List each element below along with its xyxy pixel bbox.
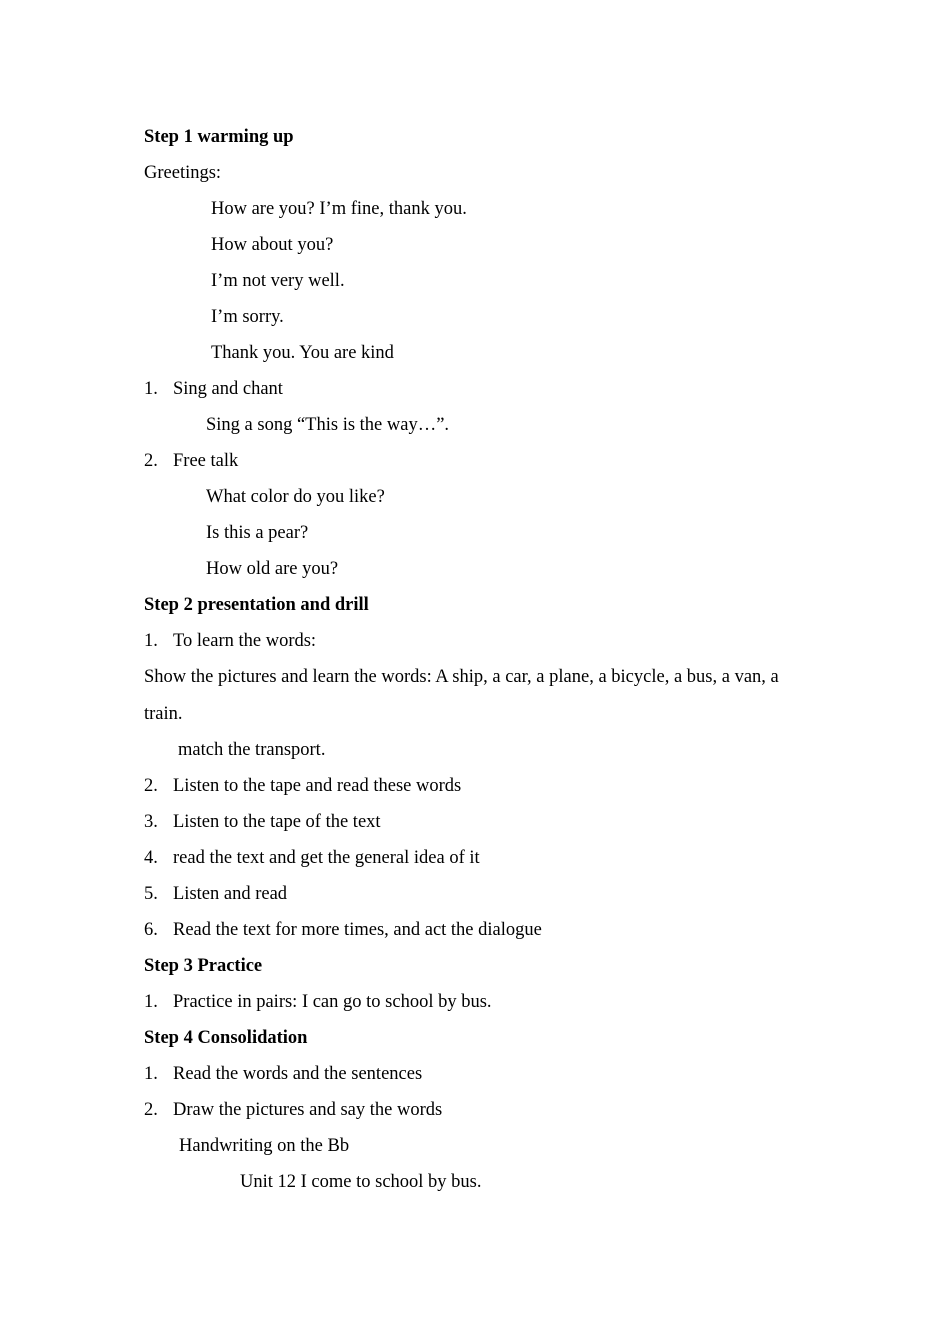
list-text: Listen to the tape of the text [173,812,381,832]
list-text: Draw the pictures and say the words [173,1100,443,1120]
list-text: Listen and read [173,884,288,904]
free-talk-line: What color do you like? [206,487,385,507]
greeting-line: How about you? [211,235,334,255]
list-number: 5. [144,884,158,904]
list-number: 2. [144,1100,158,1120]
list-number: 2. [144,776,158,796]
list-number: 1. [144,992,158,1012]
words-line: Show the pictures and learn the words: A ship, a car, a plane, a bicycle, a bus, a van, a [144,667,779,687]
list-number: 3. [144,812,158,832]
step4-heading: Step 4 Consolidation [144,1028,308,1048]
match-line: match the transport. [178,740,326,760]
unit-title: Unit 12 I come to school by bus. [240,1172,482,1192]
song-line: Sing a song “This is the way…”. [206,415,450,435]
list-number: 6. [144,920,158,940]
step2-heading: Step 2 presentation and drill [144,595,369,615]
list-text: Free talk [173,451,239,471]
greeting-line: I’m not very well. [211,271,345,291]
list-text: read the text and get the general idea of it [173,848,480,868]
list-text: Read the words and the sentences [173,1064,423,1084]
list-number: 1. [144,631,158,651]
free-talk-line: Is this a pear? [206,523,309,543]
step1-heading: Step 1 warming up [144,127,294,147]
list-text: Listen to the tape and read these words [173,776,462,796]
greeting-line: I’m sorry. [211,307,284,327]
list-text: Practice in pairs: I can go to school by bus. [173,992,492,1012]
greetings-label: Greetings: [144,163,222,183]
list-number: 4. [144,848,158,868]
greeting-line: How are you? I’m fine, thank you. [211,199,467,219]
step3-heading: Step 3 Practice [144,956,263,976]
list-number: 1. [144,1064,158,1084]
list-text: To learn the words: [173,631,317,651]
list-text: Read the text for more times, and act the dialogue [173,920,542,940]
list-text: Sing and chant [173,379,283,399]
list-number: 1. [144,379,158,399]
free-talk-line: How old are you? [206,559,339,579]
handwriting-label: Handwriting on the Bb [179,1136,350,1156]
list-number: 2. [144,451,158,471]
greeting-line: Thank you. You are kind [211,343,394,363]
words-line: train. [144,704,183,724]
